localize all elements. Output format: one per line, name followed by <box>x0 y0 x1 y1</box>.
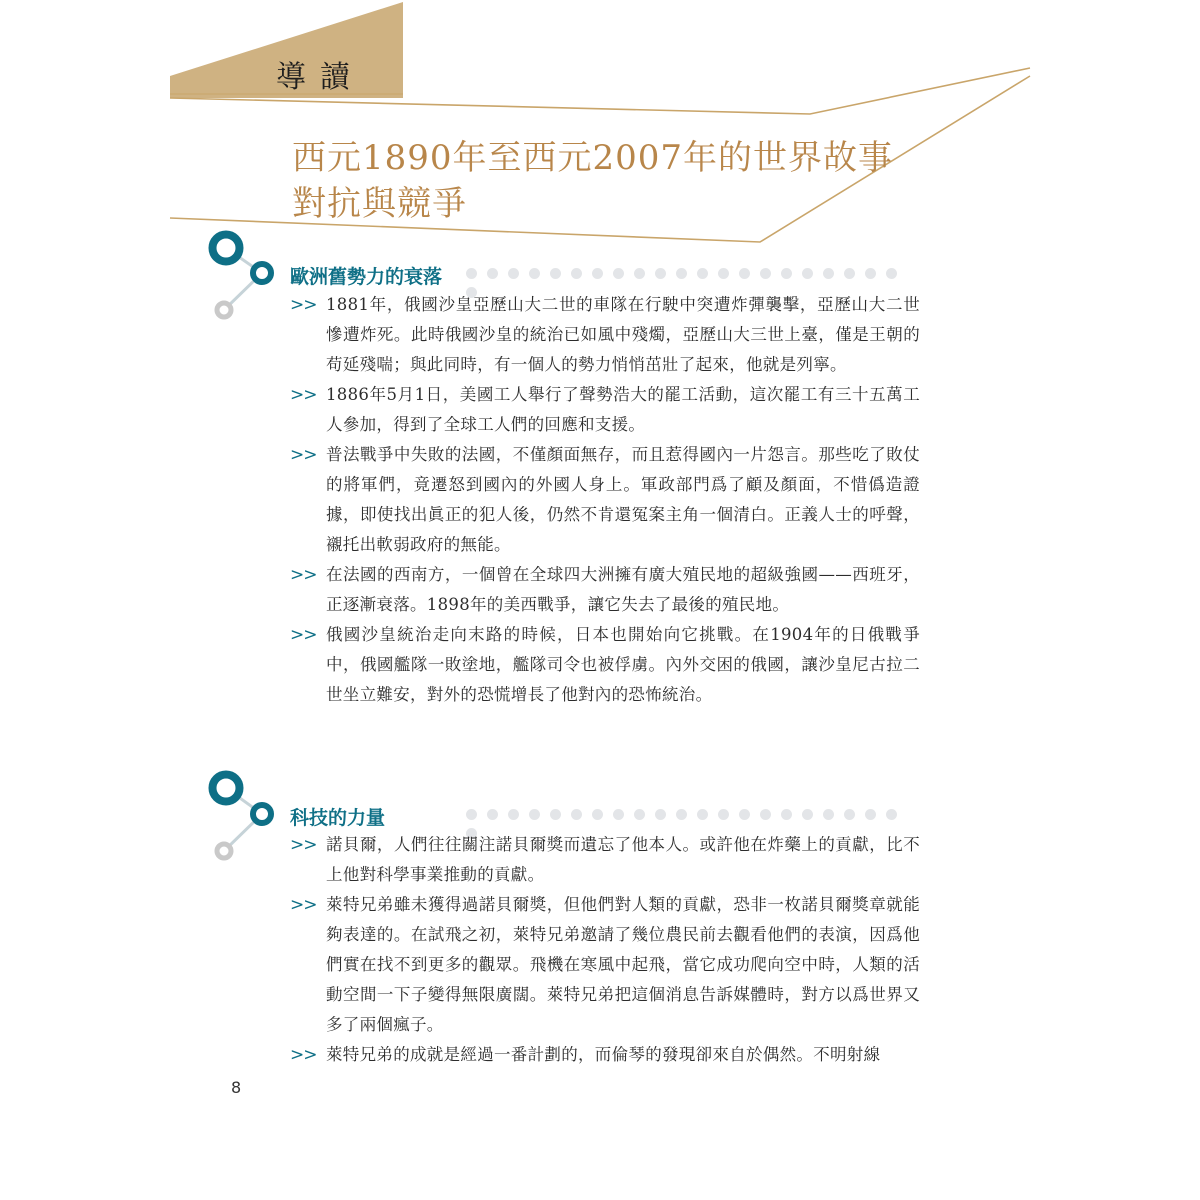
list-item <box>290 440 920 560</box>
dot-ornament <box>823 268 834 279</box>
dot-ornament <box>739 809 750 820</box>
item-text: 諾貝爾，人們往往關注諾貝爾獎而遺忘了他本人。或許他在炸藥上的貢獻，比不上他對科學事業推動的貢獻。 <box>326 835 920 884</box>
dot-ornament <box>676 809 687 820</box>
teal-ring-small <box>253 805 271 823</box>
item-text: 1886年5月1日，美國工人舉行了聲勢浩大的罷工活動，這次罷工有三十五萬工人參加，得到了全球工人們的回應和支援。 <box>326 385 920 434</box>
dot-ornament <box>697 268 708 279</box>
dot-ornament <box>634 268 645 279</box>
item-text: 在法國的西南方，一個曾在全球四大洲擁有廣大殖民地的超級強國——西班牙，正逐漸衰落。1898年的美西戰爭，讓它失去了最後的殖民地。 <box>326 565 920 614</box>
dot-ornament <box>592 268 603 279</box>
dot-ornament <box>718 809 729 820</box>
dot-ornament <box>550 809 561 820</box>
list-item <box>290 560 920 620</box>
teal-ring-large <box>213 235 240 262</box>
list-item <box>290 380 920 440</box>
page-number: 8 <box>231 1078 242 1097</box>
section-2-emblem <box>213 775 272 859</box>
dot-ornament <box>571 809 582 820</box>
list-item <box>290 290 920 380</box>
item-marker: >> <box>290 385 317 405</box>
dot-ornament <box>697 809 708 820</box>
dot-ornament <box>613 809 624 820</box>
item-text: 普法戰爭中失敗的法國，不僅顏面無存，而且惹得國內一片怨言。那些吃了敗仗的將軍們，竟遷怒到國內的外國人身上。軍政部門爲了顧及顏面，不惜僞造證據，即使找出眞正的犯人後，仍然不肯還冤案主角一個清白。正義人士的呼聲，襯托出軟弱政府的無能。 <box>326 445 920 554</box>
dot-ornament <box>676 268 687 279</box>
dot-ornament <box>592 809 603 820</box>
dot-ornament <box>718 268 729 279</box>
dot-ornament <box>760 809 771 820</box>
dot-ornament <box>886 268 897 279</box>
dot-ornament <box>529 268 540 279</box>
dot-ornament <box>466 268 477 279</box>
section-1-dot-rule <box>466 268 918 280</box>
list-item <box>290 890 920 1040</box>
guide-tag: 導讀 <box>276 60 364 95</box>
item-marker: >> <box>290 625 317 645</box>
dot-ornament <box>634 809 645 820</box>
dot-ornament <box>802 268 813 279</box>
dot-ornament <box>844 268 855 279</box>
section-1-emblem <box>213 235 272 318</box>
dot-ornament <box>865 268 876 279</box>
list-item <box>290 1040 920 1070</box>
item-text: 俄國沙皇統治走向末路的時候，日本也開始向它挑戰。在1904年的日俄戰爭中，俄國艦隊一敗塗地，艦隊司令也被俘虜。內外交困的俄國，讓沙皇尼古拉二世坐立難安，對外的恐慌增長了他對內的恐怖統治。 <box>326 625 920 704</box>
dot-ornament <box>886 809 897 820</box>
item-text: 萊特兄弟的成就是經過一番計劃的，而倫琴的發現卻來自於偶然。不明射線 <box>326 1045 881 1064</box>
item-marker: >> <box>290 895 317 915</box>
dot-ornament <box>487 268 498 279</box>
dot-ornament <box>844 809 855 820</box>
item-marker: >> <box>290 835 317 855</box>
list-item <box>290 620 920 710</box>
item-marker: >> <box>290 1045 317 1065</box>
dot-ornament <box>529 809 540 820</box>
dot-ornament <box>781 268 792 279</box>
dot-ornament <box>571 268 582 279</box>
dot-ornament <box>655 268 666 279</box>
dot-ornament <box>508 268 519 279</box>
dot-ornament <box>550 268 561 279</box>
section-2-list <box>290 830 920 1070</box>
dot-ornament <box>466 809 477 820</box>
dot-ornament <box>781 809 792 820</box>
dot-ornament <box>760 268 771 279</box>
dot-ornament <box>487 809 498 820</box>
dot-ornament <box>865 809 876 820</box>
dot-ornament <box>802 809 813 820</box>
item-marker: >> <box>290 295 317 315</box>
page-title-line-2: 對抗與競爭 <box>292 184 467 224</box>
dot-ornament <box>613 268 624 279</box>
item-marker: >> <box>290 445 317 465</box>
dot-ornament <box>655 809 666 820</box>
teal-ring-large <box>213 775 240 802</box>
section-1-list <box>290 290 920 710</box>
dot-ornament <box>823 809 834 820</box>
page-title-line-1: 西元1890年至西元2007年的世界故事 <box>292 138 894 178</box>
section-2-dot-rule <box>466 809 918 821</box>
dot-ornament <box>508 809 519 820</box>
dot-ornament <box>739 268 750 279</box>
gray-ring <box>217 303 231 317</box>
section-2-heading: 科技的力量 <box>290 807 386 829</box>
teal-ring-small <box>253 264 271 282</box>
item-text: 萊特兄弟雖未獲得過諾貝爾獎，但他們對人類的貢獻，恐非一枚諾貝爾獎章就能夠表達的。在試飛之初，萊特兄弟邀請了幾位農民前去觀看他們的表演，因爲他們實在找不到更多的觀眾。飛機在寒風中起飛，當它成功爬向空中時，人類的活動空間一下子變得無限廣闊。萊特兄弟把這個消息告訴媒體時，對方以爲世界又多了兩個瘋子。 <box>326 895 920 1034</box>
gray-ring <box>217 844 231 858</box>
item-text: 1881年，俄國沙皇亞歷山大二世的車隊在行駛中突遭炸彈襲擊，亞歷山大二世慘遭炸死。此時俄國沙皇的統治已如風中殘燭，亞歷山大三世上臺，僅是王朝的苟延殘喘；與此同時，有一個人的勢力悄悄茁壯了起來，他就是列寧。 <box>326 295 920 374</box>
item-marker: >> <box>290 565 317 585</box>
list-item <box>290 830 920 890</box>
section-1-heading: 歐洲舊勢力的衰落 <box>290 266 443 288</box>
